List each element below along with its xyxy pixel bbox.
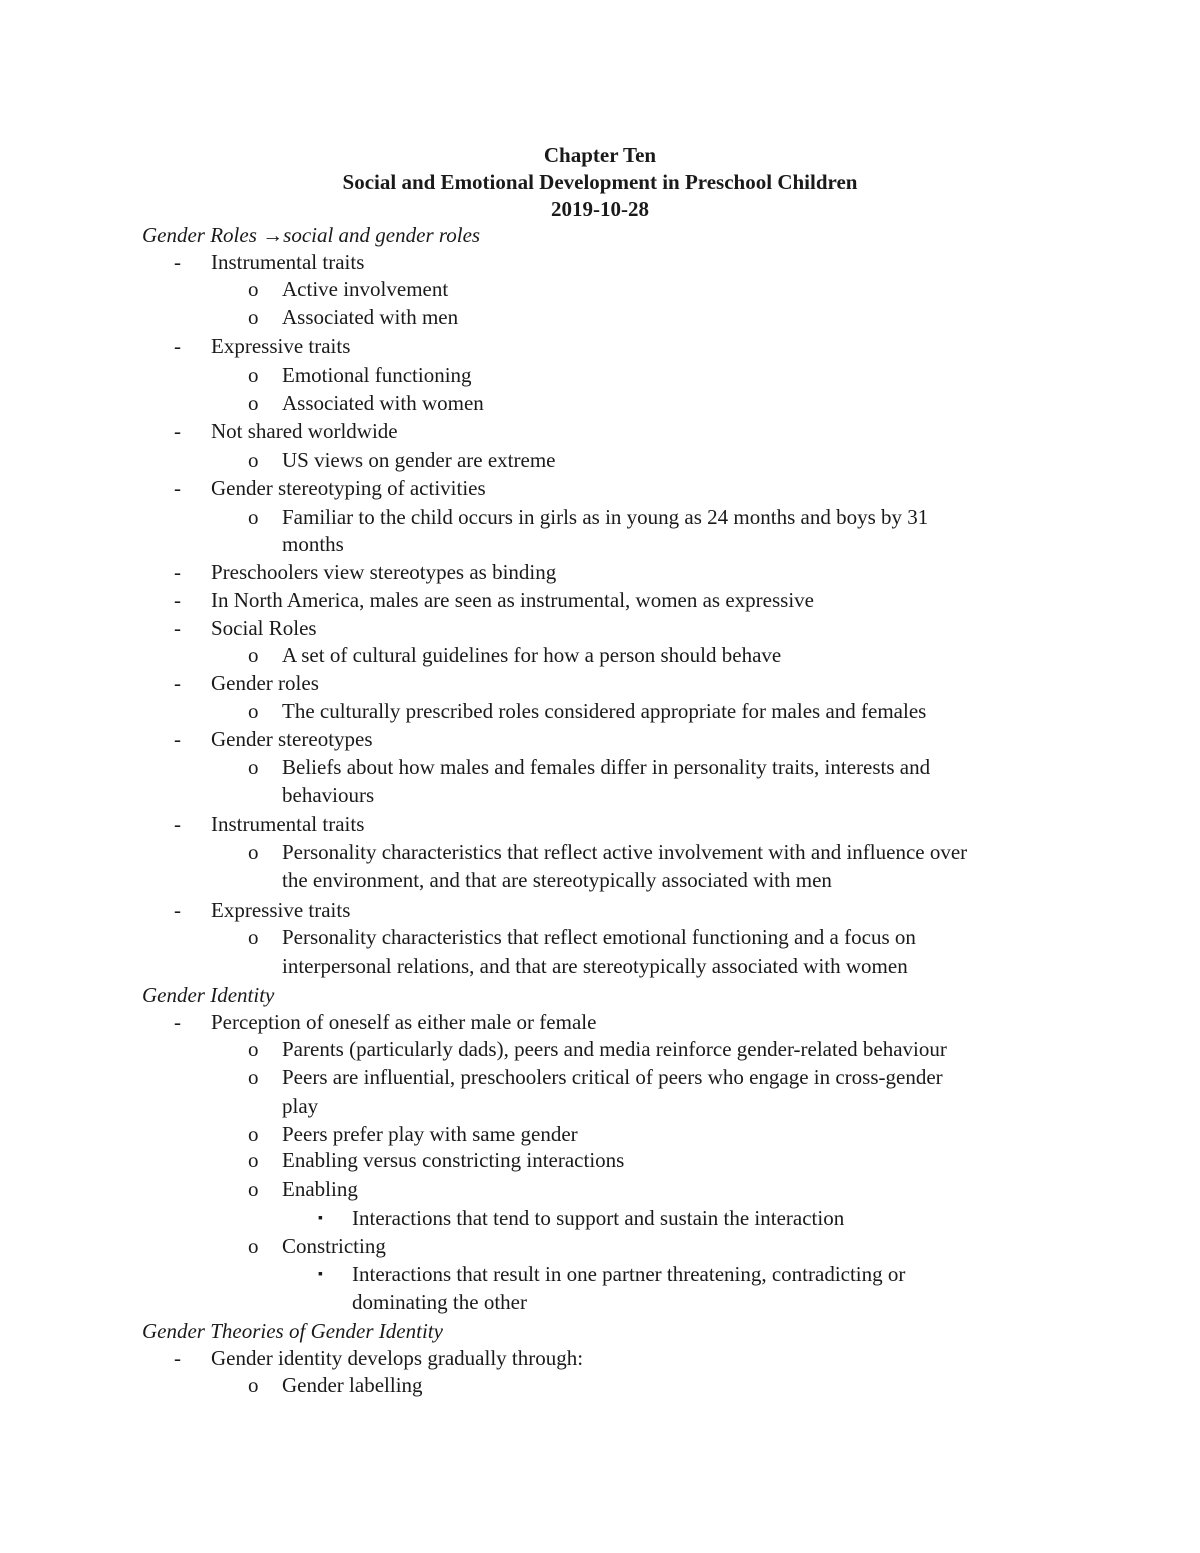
list-item: Enabling (282, 1177, 358, 1201)
list-item-continuation: the environment, and that are stereotypically associated with men (282, 868, 832, 892)
list-item-continuation: play (282, 1094, 319, 1118)
list-item: Parents (particularly dads), peers and media reinforce gender-related behaviour (282, 1037, 947, 1061)
dash-bullet-icon: - (174, 334, 181, 358)
section-heading (142, 1318, 443, 1345)
dash-bullet-icon: - (174, 560, 181, 584)
document-title: Social and Emotional Development in Preschool Children (342, 170, 858, 194)
list-item: Peers prefer play with same gender (282, 1122, 578, 1146)
document-header (0, 142, 1200, 223)
section-heading (142, 982, 274, 1009)
list-item: US views on gender are extreme (282, 448, 556, 472)
circle-bullet-icon: o (248, 1122, 259, 1146)
section-heading-subtext: social and gender roles (283, 223, 481, 247)
list-item-continuation: behaviours (282, 783, 375, 807)
section-heading-text: Gender Roles (142, 223, 263, 247)
dash-bullet-icon: - (174, 1010, 181, 1034)
list-item: Beliefs about how males and females differ in personality traits, interests and (282, 755, 931, 779)
list-item: Constricting (282, 1234, 386, 1258)
list-item: Associated with women (282, 391, 484, 415)
list-item: Gender labelling (282, 1373, 423, 1397)
document-date: 2019-10-28 (551, 197, 649, 221)
circle-bullet-icon: o (248, 925, 259, 949)
chapter-heading: Chapter Ten (543, 143, 657, 167)
list-item: Gender identity develops gradually through: (211, 1346, 584, 1370)
list-item: Personality characteristics that reflect emotional functioning and a focus on (282, 925, 916, 949)
circle-bullet-icon: o (248, 699, 259, 723)
square-bullet-icon: ▪ (318, 1267, 323, 1282)
circle-bullet-icon: o (248, 505, 259, 529)
section-heading (142, 222, 480, 249)
circle-bullet-icon: o (248, 840, 259, 864)
circle-bullet-icon: o (248, 1148, 259, 1172)
list-item: Emotional functioning (282, 363, 472, 387)
list-item: In North America, males are seen as instrumental, women as expressive (211, 588, 814, 612)
list-item: Social Roles (211, 616, 317, 640)
list-item-continuation: dominating the other (352, 1290, 527, 1314)
list-item: The culturally prescribed roles considered appropriate for males and females (282, 699, 927, 723)
dash-bullet-icon: - (174, 812, 181, 836)
list-item: Expressive traits (211, 334, 351, 358)
list-item: Peers are influential, preschoolers critical of peers who engage in cross-gender (282, 1065, 943, 1089)
dash-bullet-icon: - (174, 1346, 181, 1370)
list-item: Gender roles (211, 671, 319, 695)
circle-bullet-icon: o (248, 391, 259, 415)
list-item: Associated with men (282, 305, 459, 329)
list-item: Instrumental traits (211, 250, 365, 274)
circle-bullet-icon: o (248, 1373, 259, 1397)
dash-bullet-icon: - (174, 616, 181, 640)
section-heading-text: Gender Theories of Gender Identity (142, 1319, 443, 1343)
list-item-continuation: interpersonal relations, and that are stereotypically associated with women (282, 954, 908, 978)
circle-bullet-icon: o (248, 1177, 259, 1201)
circle-bullet-icon: o (248, 643, 259, 667)
list-item-continuation: months (282, 532, 344, 556)
list-item: Gender stereotypes (211, 727, 373, 751)
list-item: Instrumental traits (211, 812, 365, 836)
square-bullet-icon: ▪ (318, 1211, 323, 1226)
dash-bullet-icon: - (174, 476, 181, 500)
list-item: A set of cultural guidelines for how a person should behave (282, 643, 782, 667)
dash-bullet-icon: - (174, 588, 181, 612)
dash-bullet-icon: - (174, 419, 181, 443)
list-item: Interactions that tend to support and sustain the interaction (352, 1206, 845, 1230)
section-heading-text: Gender Identity (142, 983, 275, 1007)
circle-bullet-icon: o (248, 755, 259, 779)
circle-bullet-icon: o (248, 1234, 259, 1258)
dash-bullet-icon: - (174, 250, 181, 274)
list-item: Gender stereotyping of activities (211, 476, 486, 500)
arrow-right-icon: → (262, 223, 284, 247)
list-item: Expressive traits (211, 898, 351, 922)
list-item: Perception of oneself as either male or female (211, 1010, 597, 1034)
dash-bullet-icon: - (174, 727, 181, 751)
dash-bullet-icon: - (174, 671, 181, 695)
circle-bullet-icon: o (248, 448, 259, 472)
circle-bullet-icon: o (248, 1065, 259, 1089)
list-item: Personality characteristics that reflect active involvement with and influence over (282, 840, 968, 864)
list-item: Familiar to the child occurs in girls as in young as 24 months and boys by 31 (282, 505, 929, 529)
list-item: Enabling versus constricting interactions (282, 1148, 625, 1172)
circle-bullet-icon: o (248, 363, 259, 387)
circle-bullet-icon: o (248, 277, 259, 301)
circle-bullet-icon: o (248, 305, 259, 329)
list-item: Not shared worldwide (211, 419, 398, 443)
circle-bullet-icon: o (248, 1037, 259, 1061)
list-item: Interactions that result in one partner threatening, contradicting or (352, 1262, 906, 1286)
list-item: Active involvement (282, 277, 449, 301)
list-item: Preschoolers view stereotypes as binding (211, 560, 557, 584)
dash-bullet-icon: - (174, 898, 181, 922)
